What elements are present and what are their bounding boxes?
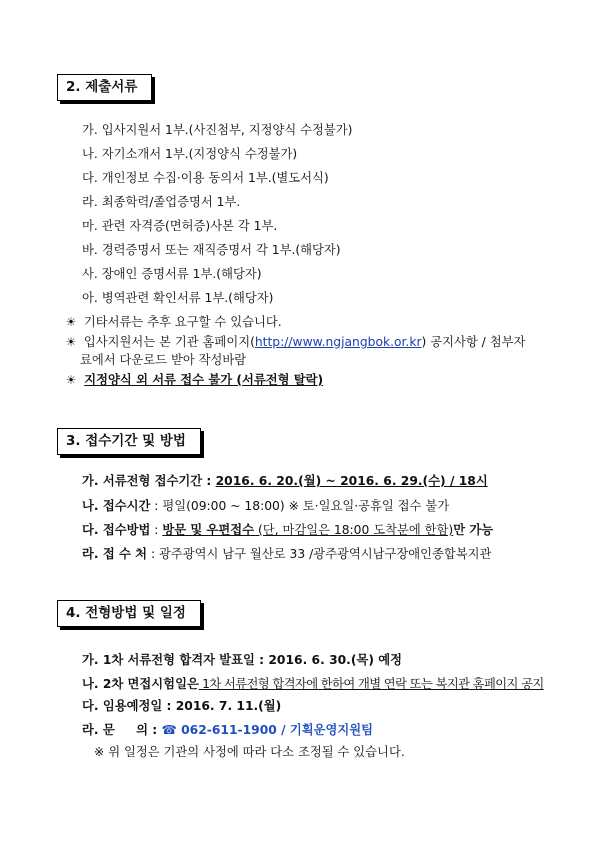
- list-item: 아. 병역관련 확인서류 1부.(해당자): [82, 291, 274, 305]
- note-text: ) 공지사항 / 첨부자: [421, 335, 526, 349]
- homepage-link[interactable]: http://www.ngjangbok.or.kr: [254, 335, 422, 349]
- sun-bullet-icon: ☀: [65, 335, 77, 349]
- contact-label: 라. 문 의 :: [82, 723, 162, 737]
- period-row: [82, 473, 488, 489]
- place-row: [82, 546, 491, 562]
- place-label: 라. 접 수 처: [82, 547, 148, 561]
- warning-text: 지정양식 외 서류 접수 불가 (서류전형 탈락): [84, 373, 324, 387]
- note-application-form: [62, 334, 525, 350]
- appointment-row: 다. 임용예정일 : 2016. 7. 11.(월): [82, 699, 282, 713]
- method-suffix: 만 가능: [453, 523, 494, 537]
- period-value: 2016. 6. 20.(월) ~ 2016. 6. 29.(수) / 18시: [215, 474, 488, 488]
- period-label: 가. 서류전형 접수기간 :: [82, 474, 216, 488]
- schedule-note: ※ 위 일정은 기관의 사정에 따라 다소 조정될 수 있습니다.: [94, 745, 405, 759]
- method-label: 다. 접수방법: [82, 523, 151, 537]
- method-colon: :: [150, 523, 163, 537]
- note-warning: [62, 372, 323, 388]
- note-other-docs: [62, 314, 282, 330]
- list-item: 라. 최종학력/졸업증명서 1부.: [82, 195, 241, 209]
- interview-value: 1차 서류전형 합격자에 한하여 개별 연락 또는 복지관 홈페이지 공지: [198, 677, 544, 691]
- first-round-row: 가. 1차 서류전형 합격자 발표일 : 2016. 6. 30.(목) 예정: [82, 653, 403, 667]
- contact-team: / 기획운영지원팀: [276, 723, 374, 737]
- list-item: 가. 입사지원서 1부.(사진첨부, 지정양식 수정불가): [82, 123, 353, 137]
- method-condition: (단, 마감일은 18:00 도착분에 한함): [254, 523, 454, 537]
- time-row: [82, 498, 449, 514]
- note-text-continued: 료에서 다운로드 받아 작성바람: [80, 353, 247, 367]
- contact-phone[interactable]: ☎ 062-611-1900: [161, 723, 277, 737]
- list-item: 사. 장애인 증명서류 1부.(해당자): [82, 267, 262, 281]
- list-item: 다. 개인정보 수집·이용 동의서 1부.(별도서식): [82, 171, 329, 185]
- list-item: 마. 관련 자격증(면허증)사본 각 1부.: [82, 219, 278, 233]
- list-item: 나. 자기소개서 1부.(지정양식 수정불가): [82, 147, 298, 161]
- time-label: 나. 접수시간: [82, 499, 151, 513]
- method-row: [82, 522, 493, 538]
- place-value: : 광주광역시 남구 월산로 33 /광주광역시남구장애인종합복지관: [147, 547, 492, 561]
- list-item: 바. 경력증명서 또는 재직증명서 각 1부.(해당자): [82, 243, 341, 257]
- interview-label: 나. 2차 면접시험일은: [82, 677, 199, 691]
- note-text: 기타서류는 추후 요구할 수 있습니다.: [83, 315, 282, 329]
- sun-bullet-icon: ☀: [65, 315, 77, 329]
- method-value: 방문 및 우편접수: [162, 523, 255, 537]
- time-value: : 평일(09:00 ~ 18:00) ※ 토·일요일·공휴일 접수 불가: [150, 499, 450, 513]
- contact-row: [82, 722, 373, 738]
- section-3-title: 3. 접수기간 및 방법: [57, 428, 201, 455]
- interview-row: [82, 676, 544, 692]
- section-2-title: 2. 제출서류: [57, 74, 152, 101]
- sun-bullet-icon: ☀: [65, 373, 77, 387]
- section-4-title: 4. 전형방법 및 일정: [57, 600, 201, 627]
- note-text: 입사지원서는 본 기관 홈페이지(: [83, 335, 255, 349]
